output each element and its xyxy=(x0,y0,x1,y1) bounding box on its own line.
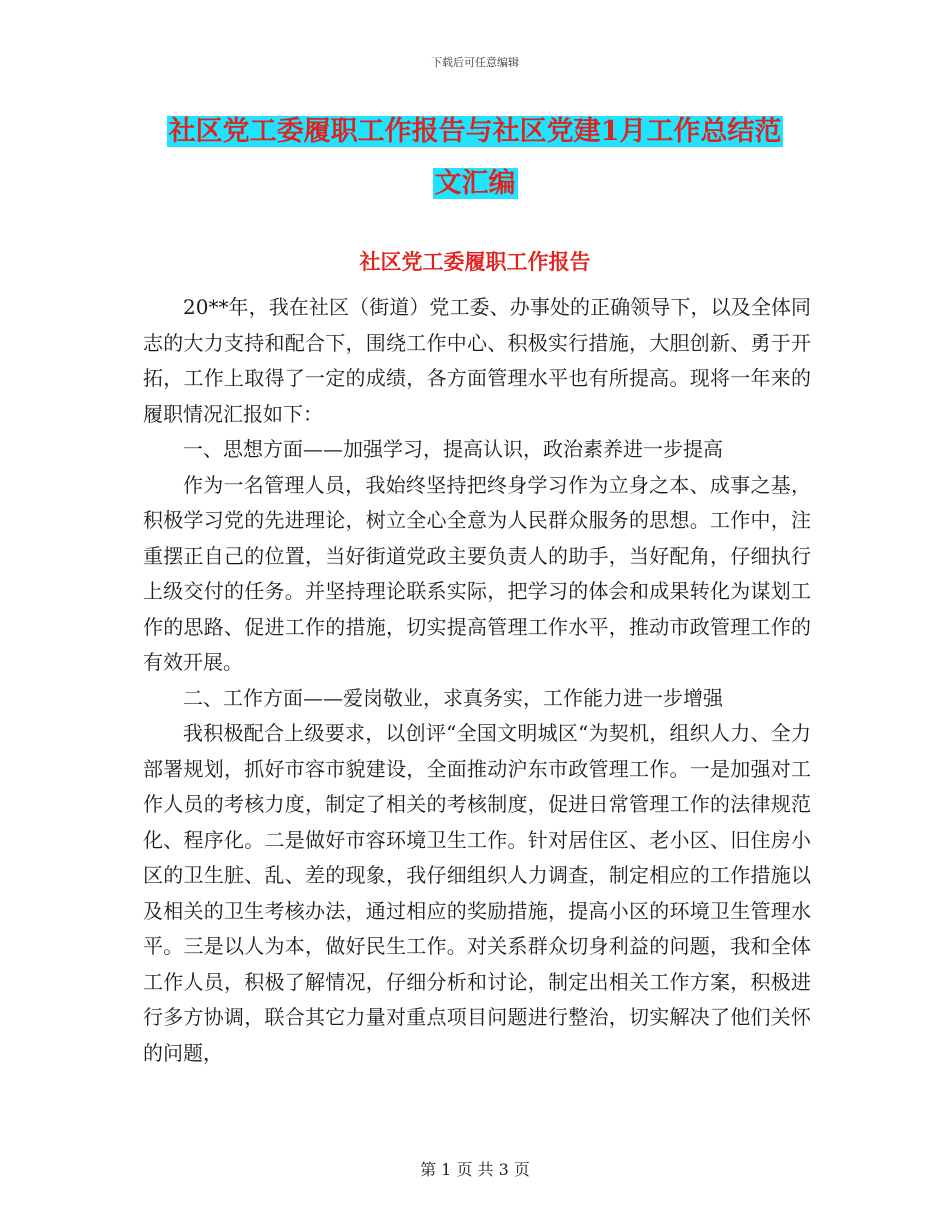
section-heading: 二、工作方面——爱岗敬业，求真务实，工作能力进一步增强 xyxy=(183,685,723,710)
title-line-1: 社区党工委履职工作报告与社区党建1月工作总结范 xyxy=(168,116,782,147)
paragraph: 作为一名管理人员，我始终坚持把终身学习作为立身之本、成事之基，积极学习党的先进理论，树立全心全意为人民群众服务的思想。工作中，注重摆正自己的位置，当好街道党政主要负责人的助手，当好配角，仔细执行上级交付的任务。并坚持理论联系实际，把学习的体会和成果转化为谋划工作的思路、促进工作的措施，切实提高管理工作水平，推动市政管理工作的有效开展。 xyxy=(143,472,811,674)
document-title xyxy=(140,106,810,210)
paragraph: 20**年，我在社区（街道）党工委、办事处的正确领导下，以及全体同志的大力支持和配合下，围绕工作中心、积极实行措施，大胆创新、勇于开拓，工作上取得了一定的成绩，各方面管理水平也有所提高。现将一年来的履职情况汇报如下： xyxy=(143,295,811,426)
body-text xyxy=(143,290,811,1071)
section-heading: 一、思想方面——加强学习，提高认识，政治素养进一步提高 xyxy=(183,437,723,461)
title-line-2: 文汇编 xyxy=(434,168,516,199)
page-header-note: 下载后可任意编辑 xyxy=(431,56,519,69)
paragraph: 我积极配合上级要求，以创评“全国文明城区“为契机，组织人力、全力部署规划，抓好市容市貌建设，全面推动沪东市政管理工作。一是加强对工作人员的考核力度，制定了相关的考核制度，促进日常管理工作的法律规范化、程序化。二是做好市容环境卫生工作。针对居住区、老小区、旧住房小区的卫生脏、乱、差的现象，我仔细组织人力调查，制定相应的工作措施以及相关的卫生考核办法，通过相应的奖励措施，提高小区的环境卫生管理水平。三是以人为本，做好民生工作。对关系群众切身利益的问题，我和全体工作人员，积极了解情况，仔细分析和讨论，制定出相关工作方案，积极进行多方协调，联合其它力量对重点项目问题进行整治，切实解决了他们关怀的问题， xyxy=(143,721,811,1065)
page-number: 第 1 页 共 3 页 xyxy=(420,1160,530,1179)
section-title: 社区党工委履职工作报告 xyxy=(359,249,591,274)
